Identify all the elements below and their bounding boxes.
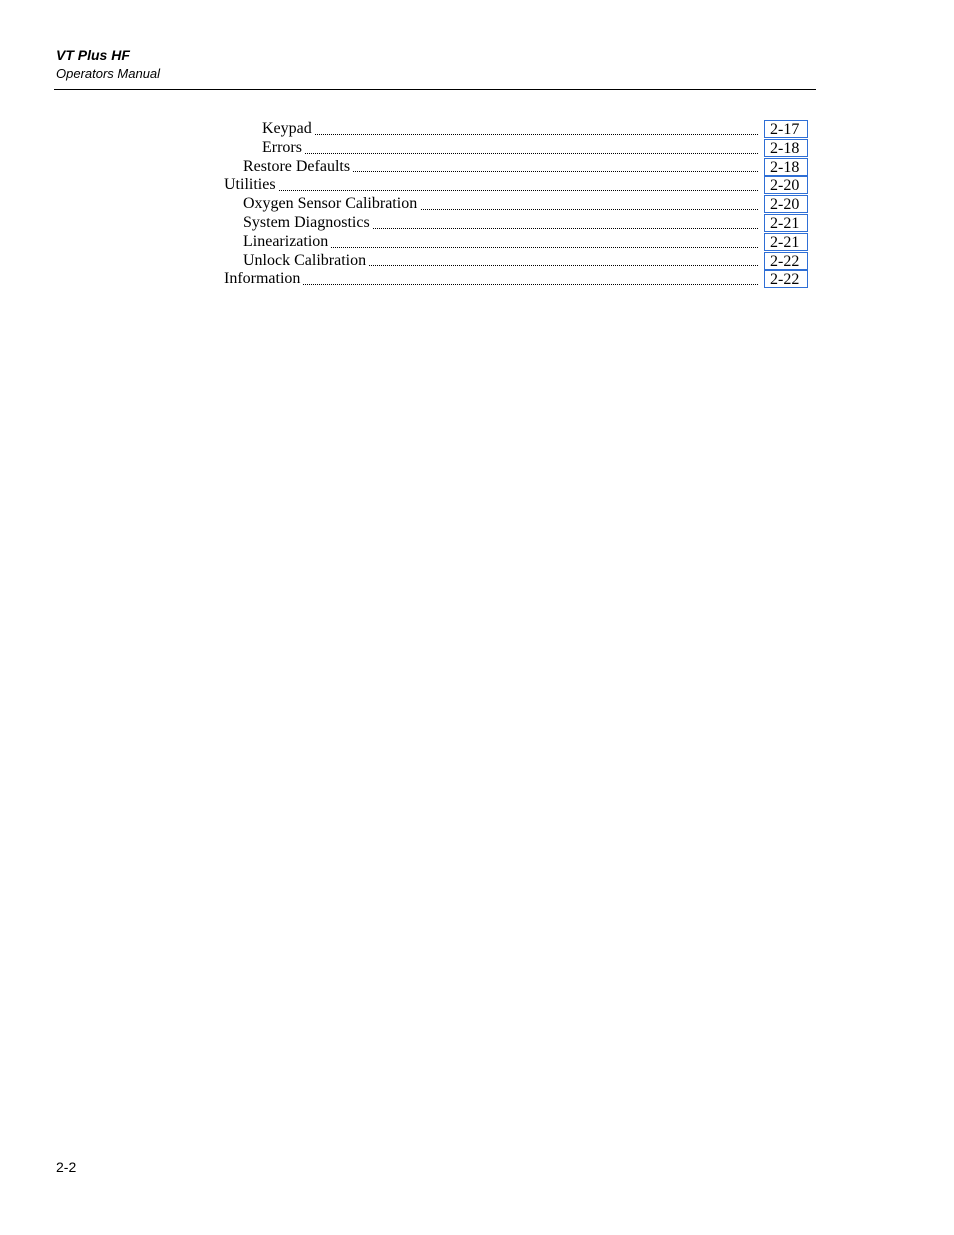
toc-entry-label: Restore Defaults	[243, 158, 353, 175]
table-of-contents	[224, 120, 808, 289]
toc-entry-label: Keypad	[262, 120, 315, 137]
toc-entry-label: Unlock Calibration	[243, 252, 369, 269]
toc-entry-label: Linearization	[243, 233, 331, 250]
toc-entry-errors	[224, 139, 808, 158]
toc-entry-restore-defaults	[224, 158, 808, 177]
toc-page-link[interactable]: 2-22	[764, 270, 808, 288]
toc-entry-unlock-calibration	[224, 252, 808, 271]
toc-entry-label: Information	[224, 270, 303, 287]
toc-page-link[interactable]: 2-20	[764, 176, 808, 194]
document-subtitle: Operators Manual	[56, 66, 161, 81]
toc-entry-utilities	[224, 176, 808, 195]
dot-leader	[262, 134, 758, 135]
toc-entry-label: System Diagnostics	[243, 214, 373, 231]
toc-entry-system-diagnostics	[224, 214, 808, 233]
toc-page-link[interactable]: 2-21	[764, 214, 808, 232]
page-number: 2-2	[56, 1159, 77, 1175]
dot-leader	[224, 284, 758, 285]
toc-entry-label: Utilities	[224, 176, 279, 193]
page-header	[56, 47, 816, 82]
toc-page-link[interactable]: 2-17	[764, 120, 808, 138]
toc-page-link[interactable]: 2-22	[764, 252, 808, 270]
dot-leader	[224, 190, 758, 191]
toc-page-link[interactable]: 2-21	[764, 233, 808, 251]
toc-entry-keypad	[224, 120, 808, 139]
toc-page-link[interactable]: 2-20	[764, 195, 808, 213]
toc-page-link[interactable]: 2-18	[764, 139, 808, 157]
toc-entry-label: Errors	[262, 139, 305, 156]
toc-entry-information	[224, 270, 808, 289]
header-divider	[54, 89, 816, 90]
toc-entry-label: Oxygen Sensor Calibration	[243, 195, 420, 212]
toc-entry-oxygen-sensor-calibration	[224, 195, 808, 214]
document-title: VT Plus HF	[56, 47, 130, 63]
toc-entry-linearization	[224, 233, 808, 252]
toc-page-link[interactable]: 2-18	[764, 158, 808, 176]
dot-leader	[262, 153, 758, 154]
